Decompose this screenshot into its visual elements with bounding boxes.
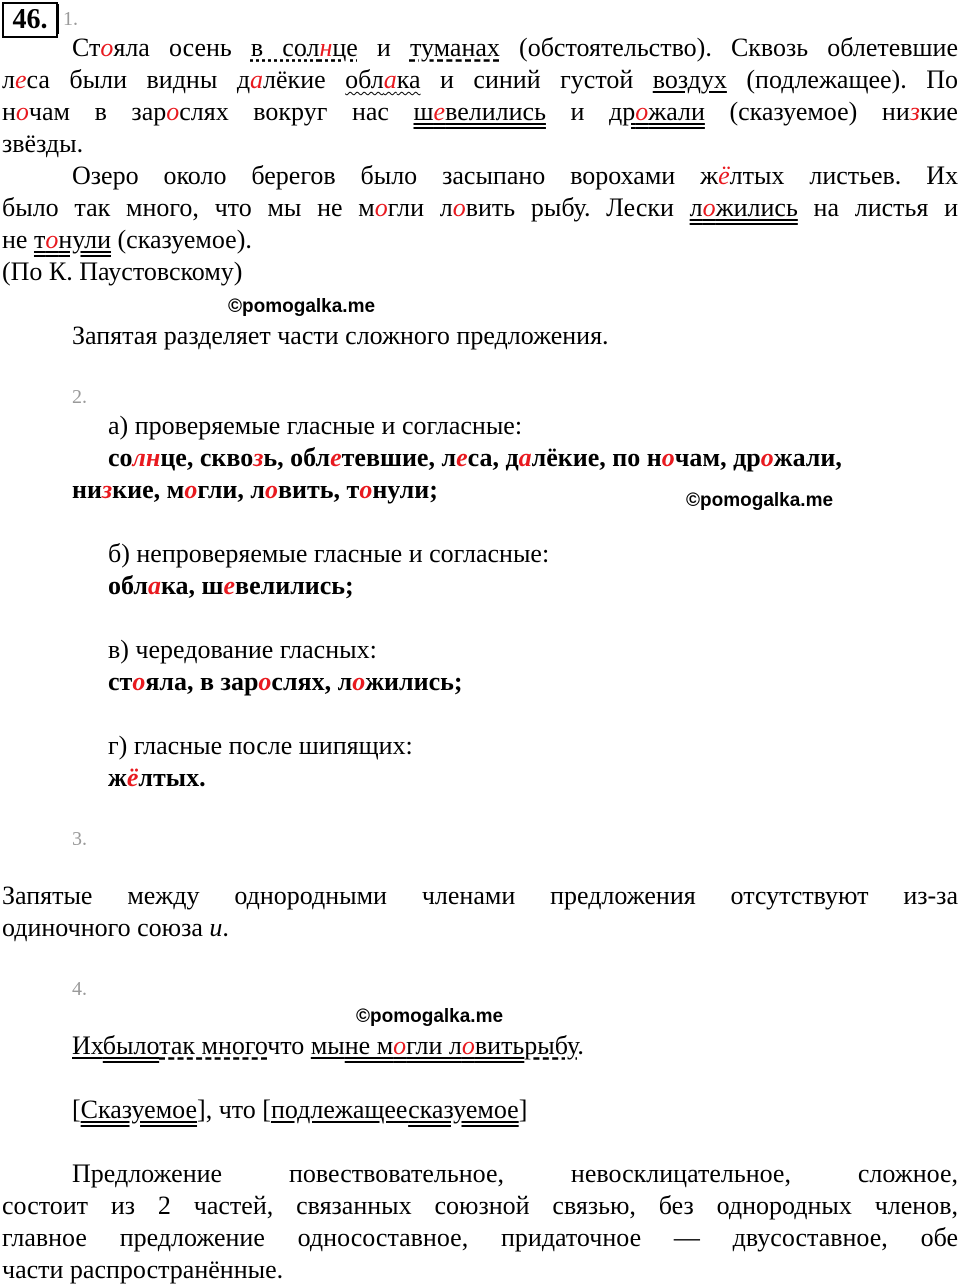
text-line: Запятые между однородными членами предложения отсутствуют из-за — [2, 881, 958, 910]
text-line: части распространённые. — [2, 1255, 284, 1284]
text-line: Озеро около берегов было засыпано ворохами жёлтых листьев. Их — [72, 161, 958, 190]
text-line: главное предложение односоставное, придаточное — двусоставное, обе — [2, 1223, 958, 1252]
section-number-1: 1. — [63, 8, 78, 30]
parsed-sentence: Ихбылотак многочто мыне могли ловитьрыбу. — [72, 1031, 584, 1060]
sentence-scheme: [Сказуемое], что [подлежащеесказуемое] — [72, 1095, 528, 1124]
category-title: г) гласные после шипящих: — [108, 731, 413, 760]
word-list: низкие, могли, ловить, тонули; — [72, 475, 438, 504]
exercise-number: 46. — [2, 2, 58, 38]
category-title: б) непроверяемые гласные и согласные: — [108, 539, 550, 568]
text-line: Стояла осень в солнце и туманах (обстоятельство). Сквозь облетевшие — [72, 33, 959, 62]
watermark: ©pomogalka.me — [686, 490, 834, 511]
text-line: Предложение повествовательное, невосклицательное, сложное, — [72, 1159, 958, 1188]
category-title: а) проверяемые гласные и согласные: — [108, 411, 523, 440]
author-credit: (По К. Паустовскому) — [2, 257, 243, 286]
text-line: звёзды. — [2, 129, 84, 158]
exercise-number-tick — [56, 4, 59, 34]
word-list: жёлтых. — [108, 763, 206, 792]
section-number-3: 3. — [72, 828, 87, 850]
word-list: стояла, в зарослях, ложились; — [108, 667, 463, 696]
word-list: облака, шевелились; — [108, 571, 354, 600]
note: Запятая разделяет части сложного предложения. — [72, 321, 609, 350]
text-line: не тонули (сказуемое). — [2, 225, 252, 254]
text-line: было так много, что мы не могли ловить рыбу. Лески ложились на листья и — [2, 193, 958, 222]
text-line: состоит из 2 частей, связанных союзной связью, без однородных членов, — [2, 1191, 958, 1220]
watermark: ©pomogalka.me — [228, 296, 376, 317]
watermark: ©pomogalka.me — [356, 1006, 504, 1027]
category-title: в) чередование гласных: — [108, 635, 377, 664]
text-line: ночам в зарослях вокруг нас шевелились и дрожали (сказуемое) низкие — [2, 97, 958, 126]
word-list: солнце, сквозь, облетевшие, леса, далёкие, по ночам, дрожали, — [108, 443, 842, 472]
section-number-4: 4. — [72, 978, 87, 1000]
text-line: одиночного союза и. — [2, 913, 229, 942]
section-number-2: 2. — [72, 386, 87, 408]
text-line: леса были видны далёкие облака и синий густой воздух (подлежащее). По — [2, 65, 958, 94]
